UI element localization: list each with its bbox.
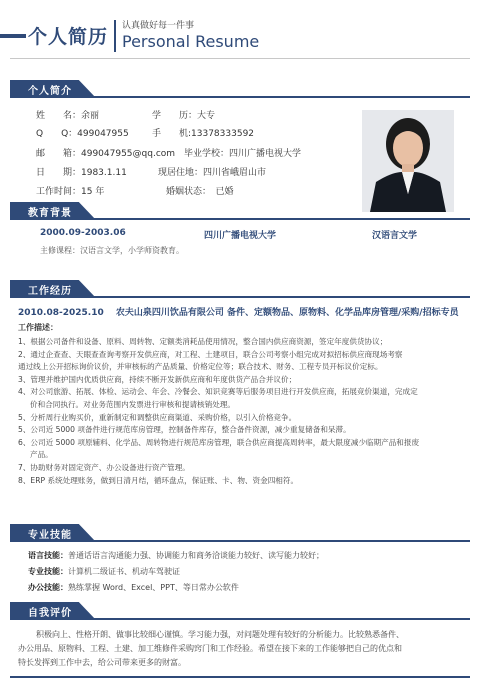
skill-label: 专业技能： xyxy=(28,567,68,576)
duty-line: 6、公司近 5000 项原辅料、化学品、周转物进行规范库房管理，联合供应商提高周转率，最大限度减少临期产品和报废 xyxy=(18,437,420,447)
skill-text: 熟练掌握 Word、Excel、PPT、等日常办公软件 xyxy=(68,583,239,592)
education-school: 四川广播电视大学 xyxy=(204,231,277,241)
profile-marital: 婚姻状态： 已婚 xyxy=(166,187,234,197)
profile-photo xyxy=(362,110,454,212)
duty-line: 1、根据公司备件和设备、原料、周转物、定额类消耗品使用情况，整合国内供应商资源，签定年度供货协议； xyxy=(18,337,388,346)
duty-line: 价和合同执行。对业务范围内发票进行审核和提请核销处理。 xyxy=(30,399,236,409)
skill-professional xyxy=(28,566,180,577)
profile-residence: 现居住地：四川省峨眉山市 xyxy=(158,168,267,178)
profile-work-years: 工作时间：15 年 xyxy=(36,187,105,197)
self-evaluation xyxy=(18,628,468,670)
experience-heading: 2010.08-2025.10 农夫山泉四川饮品有限公司 备件、定额物品、原物料、化学品库房管理/采购/招标专员 xyxy=(18,308,459,318)
profile-school: 毕业学校：四川广播电视大学 xyxy=(184,149,302,159)
education-major: 汉语言文学 xyxy=(372,231,418,241)
duty-line: 产品。 xyxy=(30,450,53,460)
section-title-education: 教育背景 xyxy=(28,208,72,219)
evaluation-line: 特长发挥到工作中去，给公司带来更多的财富。 xyxy=(18,658,186,667)
skill-label: 语言技能： xyxy=(28,551,68,560)
duty-line: 7、协助财务对固定资产、办公设备进行资产管理。 xyxy=(18,462,190,472)
duty-line: 3、管理并维护国内优质供应商，持续不断开发新供应商和年度供货产品合并议价； xyxy=(18,374,297,384)
header-accent-bar xyxy=(0,34,26,38)
section-experience xyxy=(10,280,470,298)
header-title-en: Personal Resume xyxy=(122,32,260,51)
section-title-skills: 专业技能 xyxy=(28,530,72,541)
profile-name: 姓 名：余丽 xyxy=(36,111,100,121)
education-courses: 主修课程：汉语言文学，小学师资教育。 xyxy=(40,246,184,255)
skill-text: 计算机二级证书、机动车驾驶证 xyxy=(68,567,180,576)
section-education xyxy=(10,202,470,220)
header-slogan: 认真做好每一件事 xyxy=(122,21,195,31)
skill-text: 普通话语言沟通能力强、协调能力和商务洽谈能力较好、读写能力较好； xyxy=(68,551,324,560)
section-profile xyxy=(10,80,470,98)
header-divider xyxy=(114,20,116,52)
profile-email: 邮 箱：499047955@qq.com xyxy=(36,149,176,159)
section-title-experience: 工作经历 xyxy=(28,286,72,297)
experience-duties xyxy=(18,336,468,487)
footer-rule xyxy=(10,676,470,678)
profile-phone: 手 机:13378333592 xyxy=(152,129,255,139)
resume-header xyxy=(0,0,480,64)
duty-line: 5、公司近 5000 项备件进行规范库房管理，控制备件库存，整合备件资源，减少重复储备和呆滞。 xyxy=(18,425,351,435)
section-title-evaluation: 自我评价 xyxy=(28,608,72,619)
profile-qq: Q Q：499047955 xyxy=(36,129,129,139)
skill-label: 办公技能： xyxy=(28,583,68,592)
duty-line: 通过线上公开招标询价议价，并审核标的产品质量、价格定位等；联合技术、财务、工程专员开标议价定标。 xyxy=(18,362,383,372)
duty-line: 5、分析周行业购买价，重新制定和调整供应商渠道、采购价格，以引入价格竞争。 xyxy=(18,412,297,422)
evaluation-line: 办公用品、原物料、工程、土建、加工维修件采购窍门和工作经验。希望在接下来的工作能够把自己的优点和 xyxy=(18,644,402,653)
profile-birthday: 日 期：1983.1.11 xyxy=(36,168,127,178)
evaluation-line: 积极向上、性格开朗、做事比较细心谨慎。学习能力强，对问题处理有较好的分析能力。比较熟悉备件、 xyxy=(36,630,404,639)
section-skills xyxy=(10,524,470,542)
portrait-image xyxy=(362,110,454,212)
section-title-profile: 个人简介 xyxy=(28,86,72,97)
profile-education: 学 历：大专 xyxy=(152,111,216,121)
duty-line: 4、对公司旅游、拓展、体检、运动会、年会、冷餐会、知识竞赛等后服务项目进行开发供应商，拓展竞价渠道，完成定 xyxy=(18,387,418,397)
education-period: 2000.09-2003.06 xyxy=(40,228,126,238)
duty-line: 2、通过企查查、天眼查查询考察开发供应商，对工程、土建项目，联合公司考察小组完成对拟招标供应商现场考察 xyxy=(18,349,403,359)
duty-line: 8、ERP 系统处理账务，做到日清月结，循环盘点，保证账、卡、物、资金四相符。 xyxy=(18,475,299,485)
header-rule xyxy=(10,58,470,59)
page-title: 个人简历 xyxy=(28,26,109,48)
experience-subtitle: 工作描述： xyxy=(18,323,58,332)
skill-office xyxy=(28,582,239,593)
section-evaluation xyxy=(10,602,470,620)
skill-language xyxy=(28,550,324,561)
